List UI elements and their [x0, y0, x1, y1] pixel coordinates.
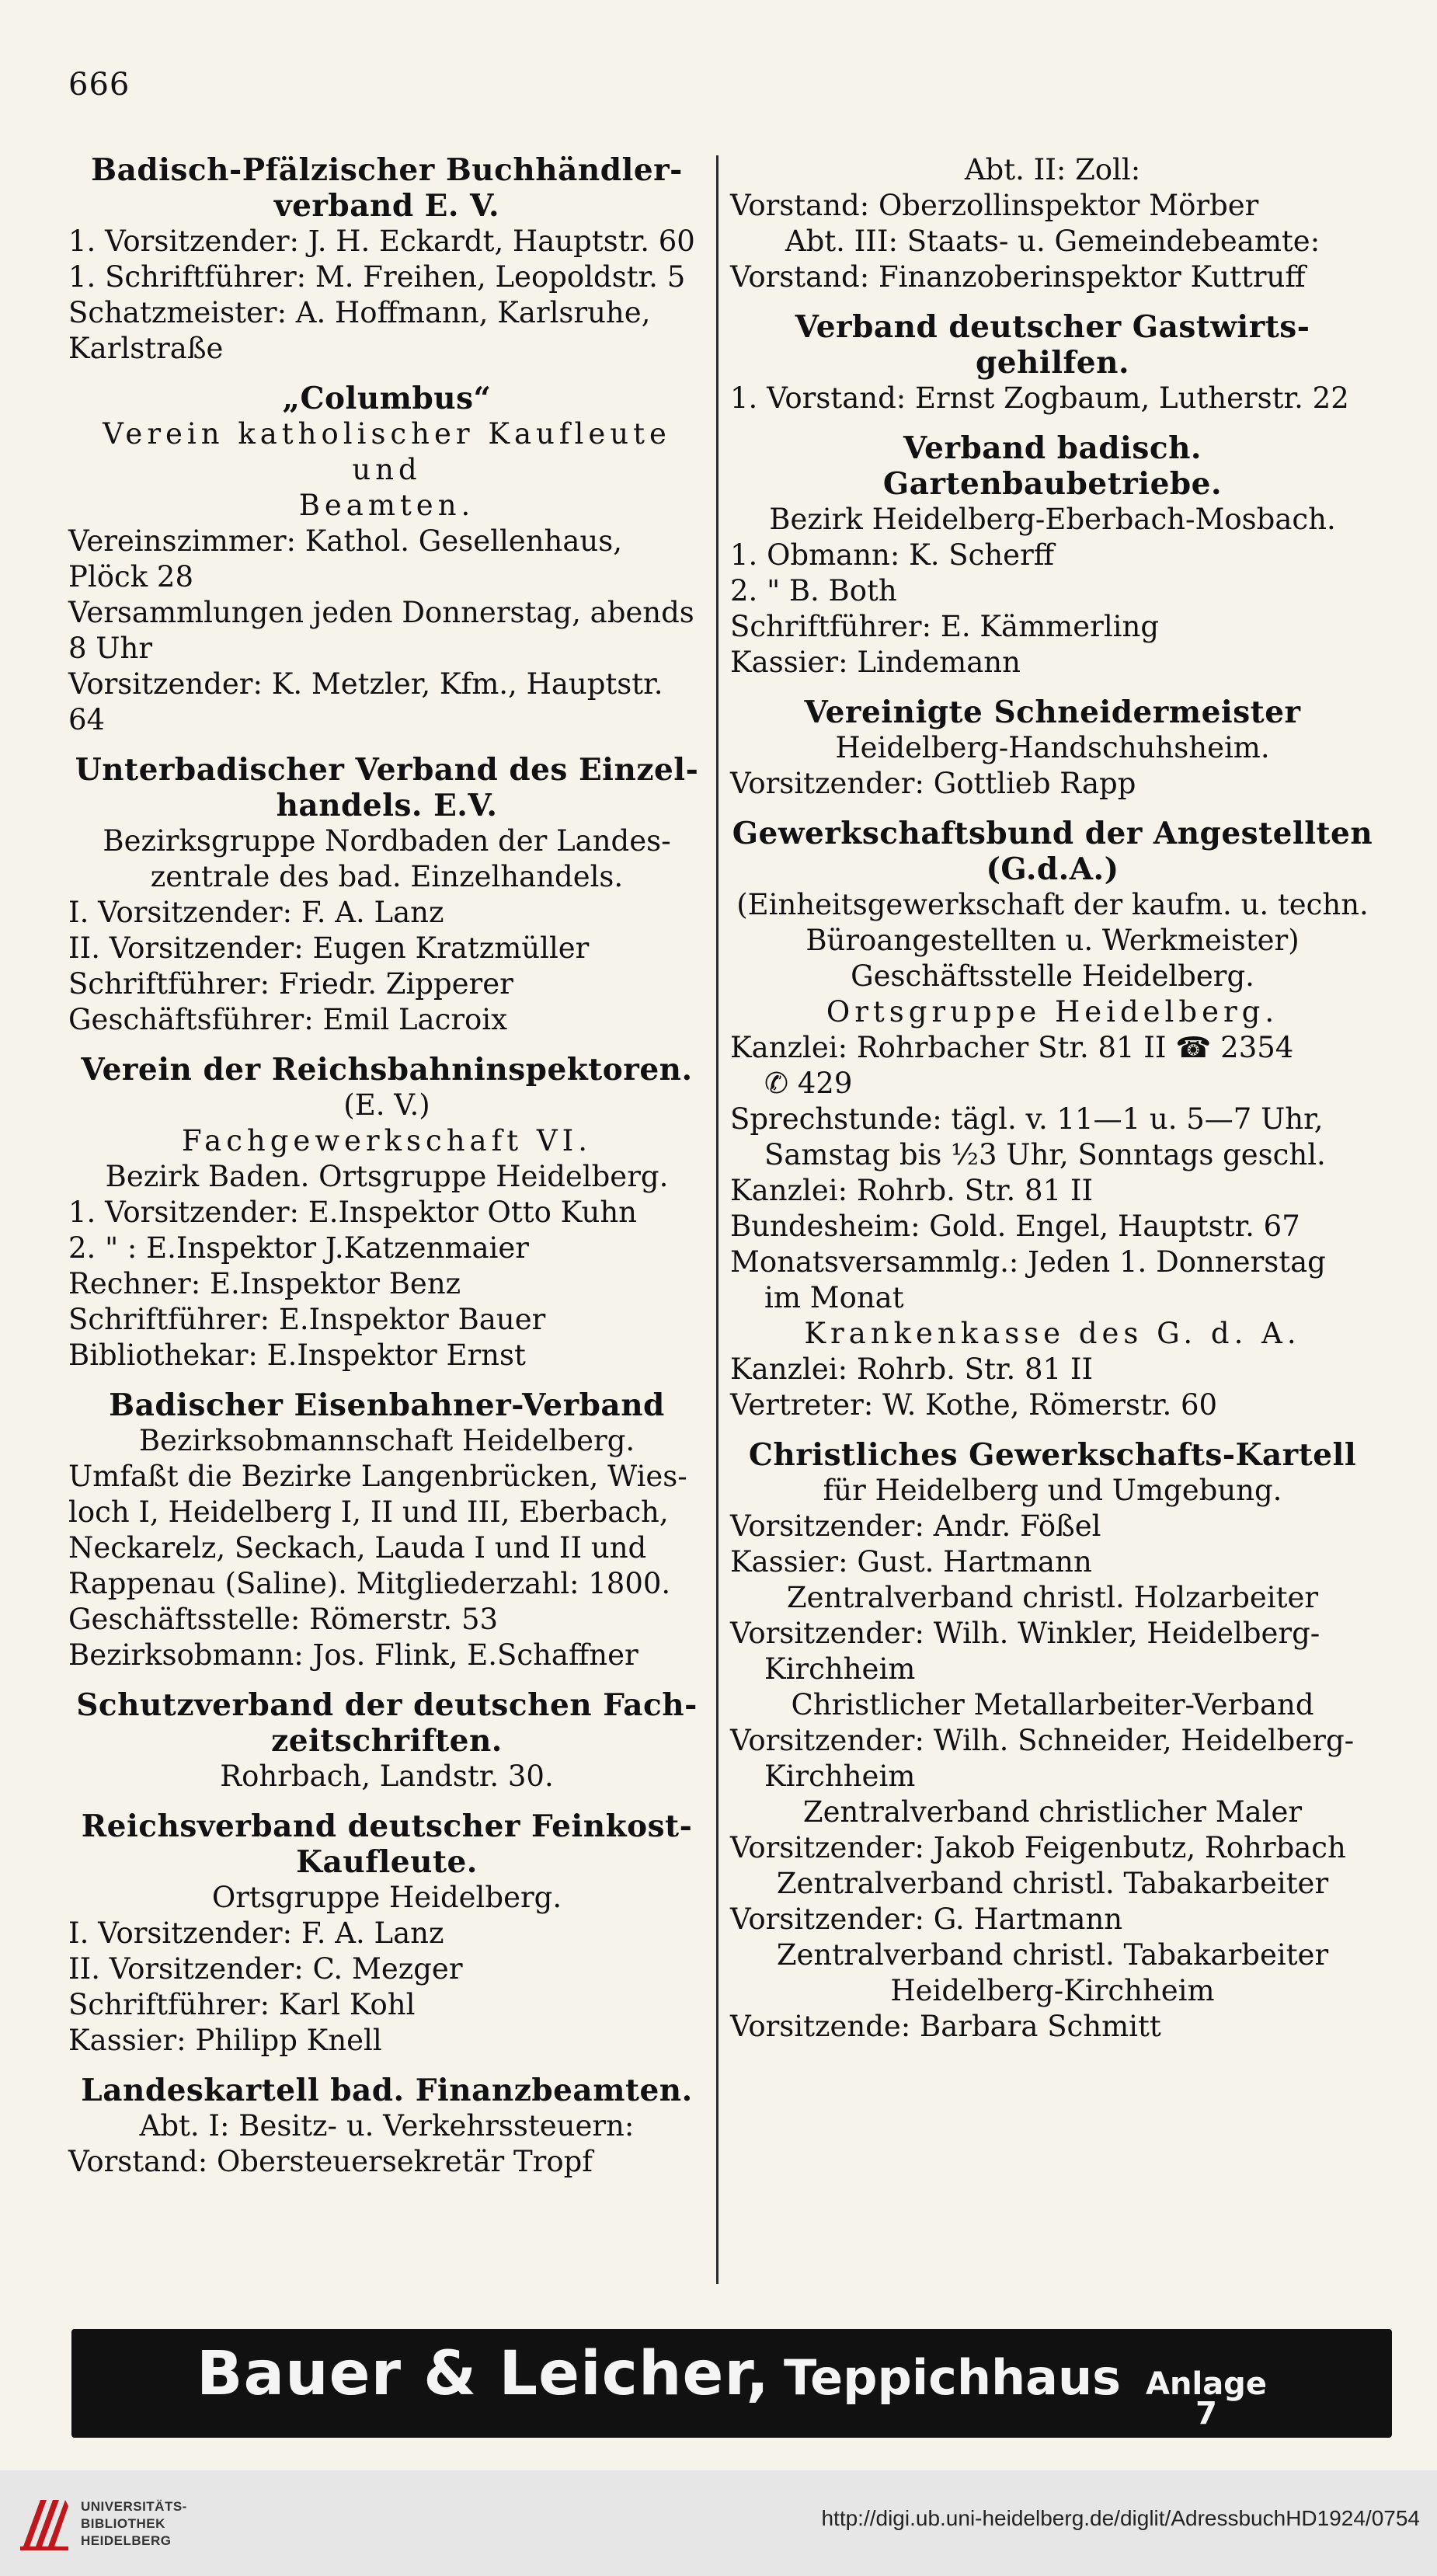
subgroup-title: Zentralverband christl. Tabakarbeiter — [776, 1938, 1329, 1972]
column-divider — [716, 155, 718, 2284]
entry-line: Vorsitzender: Jakob Feigenbutz, Rohrbach — [730, 1831, 1346, 1864]
entry-subtitle: (Einheitsgewerkschaft der kaufm. u. techn. — [736, 888, 1369, 921]
entry-subtitle: Geschäftsstelle Heidelberg. — [851, 959, 1254, 993]
entry-heading: handels. E.V. — [276, 788, 498, 823]
entry-heading: verband E. V. — [273, 188, 500, 224]
left-column — [68, 152, 705, 2194]
entry-heading: Schutzverband der deutschen Fach- — [76, 1687, 698, 1723]
entry-line: Vorsitzender: Wilh. Winkler, Heidelberg- — [730, 1617, 1320, 1650]
entry-heading: Badisch-Pfälzischer Buchhändler- — [91, 152, 683, 188]
entry-line: 2. " : E.Inspektor J.Katzenmaier — [68, 1231, 529, 1265]
advertisement-banner — [71, 2329, 1392, 2438]
advertiser-name: Bauer & Leicher, — [197, 2338, 771, 2409]
entry-line: 2. " B. Both — [730, 574, 897, 607]
entry-line: I. Vorsitzender: F. A. Lanz — [68, 896, 444, 929]
right-column — [730, 152, 1375, 2059]
entry-heading: Reichsverband deutscher Feinkost- — [81, 1808, 693, 1844]
entry-subtitle: Abt. III: Staats- u. Gemeindebeamte: — [785, 225, 1320, 258]
subgroup-title: Zentralverband christl. Tabakarbeiter — [776, 1867, 1329, 1900]
entry-line: im Monat — [764, 1281, 904, 1314]
directory-entry — [730, 152, 1375, 295]
advertiser-business: Teppichhaus — [784, 2348, 1122, 2406]
directory-entry — [68, 1687, 705, 1794]
entry-line: Plöck 28 — [68, 560, 193, 594]
entry-line: Geschäftsführer: Emil Lacroix — [68, 1003, 507, 1036]
directory-entry — [68, 1808, 705, 2059]
entry-line: Vorsitzender: Andr. Fößel — [730, 1509, 1101, 1543]
entry-subtitle: zentrale des bad. Einzelhandels. — [150, 860, 624, 893]
entry-subtitle: Bezirksgruppe Nordbaden der Landes- — [103, 824, 671, 858]
library-name-line: BIBLIOTHEK — [81, 2516, 165, 2531]
subgroup-title: Heidelberg-Kirchheim — [890, 1974, 1215, 2007]
entry-line: Bezirksobmann: Jos. Flink, E.Schaffner — [68, 1638, 638, 1672]
entry-heading: zeitschriften. — [271, 1723, 503, 1759]
entry-heading: Badischer Eisenbahner-Verband — [109, 1387, 665, 1423]
entry-subtitle: (E. V.) — [343, 1088, 430, 1122]
directory-entry — [68, 2073, 705, 2180]
entry-line: Vertreter: W. Kothe, Römerstr. 60 — [730, 1388, 1218, 1422]
entry-heading: „Columbus“ — [282, 381, 492, 416]
directory-entry — [68, 1387, 705, 1673]
permalink-url[interactable]: http://digi.ub.uni-heidelberg.de/diglit/AdressbuchHD1924/0754 — [821, 2506, 1420, 2530]
entry-line: Vorsitzender: G. Hartmann — [730, 1902, 1123, 1936]
entry-line: Umfaßt die Bezirke Langenbrücken, Wies- — [68, 1460, 687, 1493]
viewer-footer — [0, 2470, 1437, 2576]
entry-line: Rechner: E.Inspektor Benz — [68, 1267, 461, 1300]
entry-line: Vereinszimmer: Kathol. Gesellenhaus, — [68, 524, 622, 558]
entry-line: Vorstand: Obersteuersekretär Tropf — [68, 2145, 593, 2178]
directory-entry — [730, 694, 1375, 802]
entry-line: Rappenau (Saline). Mitgliederzahl: 1800. — [68, 1567, 671, 1600]
entry-line: Samstag bis ½3 Uhr, Sonntags geschl. — [764, 1138, 1326, 1171]
entry-subtitle: Bezirk Baden. Ortsgruppe Heidelberg. — [105, 1160, 669, 1193]
entry-subtitle: Büroangestellten u. Werkmeister) — [805, 924, 1300, 957]
entry-subtitle: Bezirksobmannschaft Heidelberg. — [138, 1424, 635, 1457]
entry-subtitle: Abt. II: Zoll: — [964, 153, 1141, 186]
entry-line: Kassier: Philipp Knell — [68, 2024, 382, 2057]
entry-line: Bundesheim: Gold. Engel, Hauptstr. 67 — [730, 1210, 1300, 1243]
entry-line: Kassier: Gust. Hartmann — [730, 1545, 1092, 1579]
entry-line: Vorsitzende: Barbara Schmitt — [730, 2010, 1161, 2043]
directory-entry — [68, 1052, 705, 1373]
entry-line: I. Vorsitzender: F. A. Lanz — [68, 1916, 444, 1950]
university-seal-icon — [17, 2492, 71, 2554]
entry-line: Kanzlei: Rohrbacher Str. 81 II ☎ 2354 — [730, 1031, 1294, 1064]
entry-subtitle: Rohrbach, Landstr. 30. — [220, 1760, 554, 1793]
directory-entry — [730, 1437, 1375, 2045]
entry-line: II. Vorsitzender: Eugen Kratzmüller — [68, 931, 590, 965]
entry-heading: Verein der Reichsbahninspektoren. — [81, 1052, 693, 1088]
entry-line: Schatzmeister: A. Hoffmann, Karlsruhe, — [68, 296, 651, 329]
subgroup-title: Christlicher Metallarbeiter-Verband — [791, 1688, 1314, 1721]
entry-subtitle: Ortsgruppe Heidelberg. — [211, 1881, 562, 1914]
entry-spaced-title: Fachgewerkschaft VI. — [181, 1124, 593, 1157]
subgroup-title: Zentralverband christl. Holzarbeiter — [786, 1581, 1319, 1614]
entry-line: 1. Vorstand: Ernst Zogbaum, Lutherstr. 22 — [730, 381, 1349, 415]
entry-line: Versammlungen jeden Donnerstag, abends — [68, 596, 694, 629]
entry-subtitle: Heidelberg-Handschuhsheim. — [835, 731, 1270, 764]
library-name — [81, 2498, 187, 2550]
subgroup-title: Zentralverband christlicher Maler — [802, 1795, 1303, 1829]
entry-subtitle: für Heidelberg und Umgebung. — [823, 1474, 1282, 1507]
advertisement-tag-label: Anlage — [1146, 2365, 1267, 2402]
entry-spaced-title: Krankenkasse des G. d. A. — [804, 1317, 1301, 1350]
entry-heading: Landeskartell bad. Finanzbeamten. — [81, 2073, 693, 2108]
entry-line: Vorsitzender: Gottlieb Rapp — [730, 767, 1136, 800]
entry-heading: Unterbadischer Verband des Einzel- — [75, 752, 699, 788]
entry-heading: Vereinigte Schneidermeister — [804, 694, 1301, 730]
entry-line: 1. Vorsitzender: E.Inspektor Otto Kuhn — [68, 1196, 637, 1229]
entry-line: 1. Vorsitzender: J. H. Eckardt, Hauptstr. 60 — [68, 225, 695, 258]
entry-spaced-title: Verein katholischer Kaufleute und — [103, 417, 671, 486]
entry-line: Kassier: Lindemann — [730, 646, 1021, 679]
entry-heading: (G.d.A.) — [986, 851, 1119, 887]
entry-line: Geschäftsstelle: Römerstr. 53 — [68, 1603, 499, 1636]
entry-line: Kirchheim — [764, 1760, 916, 1793]
entry-line: Bibliothekar: E.Inspektor Ernst — [68, 1338, 526, 1372]
directory-entry — [68, 381, 705, 738]
entry-line: Schriftführer: Karl Kohl — [68, 1988, 416, 2021]
entry-line: 1. Obmann: K. Scherff — [730, 538, 1055, 572]
entry-line: 1. Schriftführer: M. Freihen, Leopoldstr. 5 — [68, 260, 686, 294]
entry-heading: Verband badisch. Gartenbaubetriebe. — [882, 430, 1223, 502]
entry-line: ✆ 429 — [764, 1067, 853, 1100]
entry-heading: gehilfen. — [975, 345, 1130, 381]
library-name-line: HEIDELBERG — [81, 2533, 172, 2548]
advertisement-tag — [1146, 2365, 1267, 2432]
entry-line: Kanzlei: Rohrb. Str. 81 II — [730, 1174, 1094, 1207]
directory-entry — [68, 752, 705, 1038]
entry-subtitle: Bezirk Heidelberg-Eberbach-Mosbach. — [769, 503, 1336, 536]
entry-subtitle: Abt. I: Besitz- u. Verkehrssteuern: — [139, 2109, 635, 2143]
entry-line: Schriftführer: Friedr. Zipperer — [68, 967, 513, 1001]
entry-line: Schriftführer: E. Kämmerling — [730, 610, 1160, 643]
entry-line: Sprechstunde: tägl. v. 11—1 u. 5—7 Uhr, — [730, 1102, 1324, 1136]
entry-line: loch I, Heidelberg I, II und III, Eberbach, — [68, 1495, 669, 1529]
entry-line: II. Vorsitzender: C. Mezger — [68, 1952, 463, 1986]
entry-spaced-title: Ortsgruppe Heidelberg. — [826, 995, 1279, 1029]
entry-spaced-title: Beamten. — [298, 489, 475, 522]
entry-line: Vorsitzender: Wilh. Schneider, Heidelberg- — [730, 1724, 1355, 1757]
entry-line: Monatsversammlg.: Jeden 1. Donnerstag — [730, 1245, 1326, 1279]
entry-line: Kirchheim — [764, 1652, 916, 1686]
directory-entry — [730, 430, 1375, 681]
entry-line: Vorstand: Oberzollinspektor Mörber — [730, 189, 1259, 222]
entry-heading: Gewerkschaftsbund der Angestellten — [732, 816, 1373, 851]
entry-line: Vorstand: Finanzoberinspektor Kuttruff — [730, 260, 1306, 294]
entry-heading: Kaufleute. — [296, 1844, 478, 1880]
directory-entry — [730, 816, 1375, 1423]
directory-entry — [68, 152, 705, 367]
library-name-line: UNIVERSITÄTS- — [81, 2499, 187, 2514]
entry-line: Neckarelz, Seckach, Lauda I und II und — [68, 1531, 647, 1565]
page-number: 666 — [68, 67, 130, 103]
entry-line: 8 Uhr — [68, 632, 153, 665]
entry-line: Kanzlei: Rohrb. Str. 81 II — [730, 1352, 1094, 1386]
directory-entry — [730, 309, 1375, 416]
entry-heading: Verband deutscher Gastwirts- — [795, 309, 1310, 345]
advertisement-tag-number: 7 — [1195, 2395, 1217, 2432]
entry-line: Schriftführer: E.Inspektor Bauer — [68, 1303, 546, 1336]
entry-line: Vorsitzender: K. Metzler, Kfm., Hauptstr. 64 — [68, 667, 663, 736]
entry-line: Karlstraße — [68, 332, 224, 365]
entry-heading: Christliches Gewerkschafts-Kartell — [748, 1437, 1357, 1473]
